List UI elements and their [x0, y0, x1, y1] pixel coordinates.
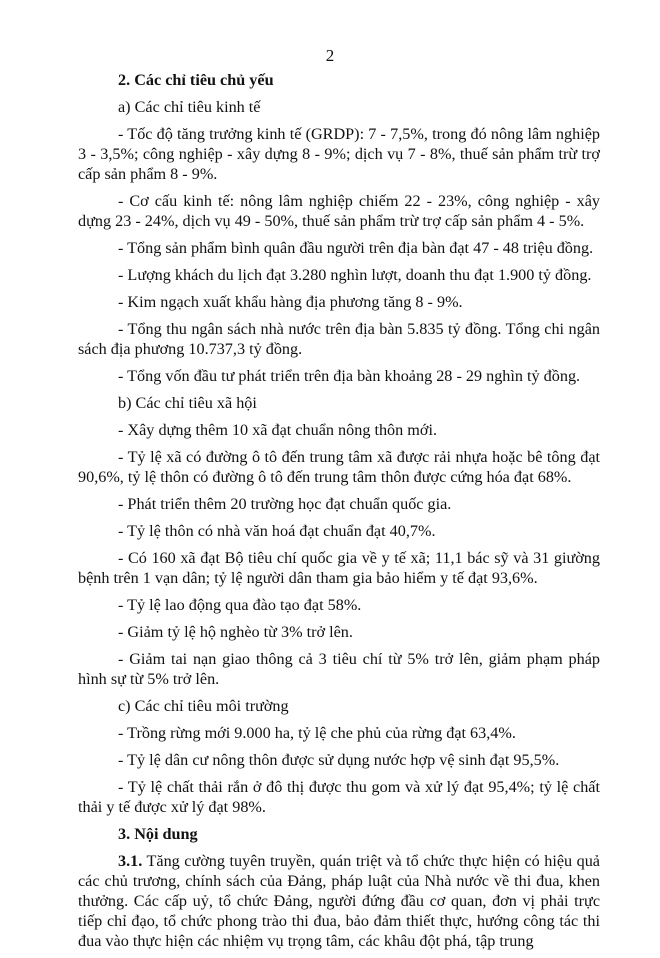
list-item: - Tỷ lệ dân cư nông thôn được sử dụng nước hợp vệ sinh đạt 95,5%.: [118, 751, 560, 769]
list-item: - Xây dựng thêm 10 xã đạt chuẩn nông thôn mới.: [118, 421, 437, 439]
list-item: - Tỷ lệ lao động qua đào tạo đạt 58%.: [118, 596, 362, 614]
list-item: - Phát triển thêm 20 trường học đạt chuẩn quốc gia.: [118, 495, 452, 513]
list-item: - Tỷ lệ xã có đường ô tô đến trung tâm xã được rải nhựa hoặc bê tông đạt 90,6%, tỷ lệ thôn có đường ô tô đến trung tâm thôn được cứng hóa đạt 68%.: [78, 448, 600, 486]
list-item: - Trồng rừng mới 9.000 ha, tỷ lệ che phủ của rừng đạt 63,4%.: [118, 724, 516, 742]
list-item: - Có 160 xã đạt Bộ tiêu chí quốc gia về y tế xã; 11,1 bác sỹ và 31 giường bệnh trên 1 vạn dân; tỷ lệ người dân tham gia bảo hiểm y tế đạt 93,6%.: [78, 549, 600, 587]
list-item: - Tỷ lệ thôn có nhà văn hoá đạt chuẩn đạt 40,7%.: [118, 522, 436, 540]
list-item: - Tổng vốn đầu tư phát triển trên địa bàn khoảng 28 - 29 nghìn tỷ đồng.: [118, 367, 581, 385]
list-item: - Lượng khách du lịch đạt 3.280 nghìn lượt, doanh thu đạt 1.900 tỷ đồng.: [118, 266, 592, 284]
list-item: - Giảm tỷ lệ hộ nghèo từ 3% trở lên.: [118, 623, 353, 641]
section-heading-content: 3. Nội dung: [118, 825, 198, 843]
list-item: - Tốc độ tăng trưởng kinh tế (GRDP): 7 - 7,5%, trong đó nông lâm nghiệp 3 - 3,5%; công nghiệp - xây dựng 8 - 9%; dịch vụ 7 - 8%, thuế sản phẩm trừ trợ cấp sản phẩm 8 - 9%.: [78, 125, 600, 183]
subsection-heading-economic: a) Các chỉ tiêu kinh tế: [118, 98, 261, 116]
section-heading: 2. Các chỉ tiêu chủ yếu: [118, 71, 274, 89]
list-item: - Cơ cấu kinh tế: nông lâm nghiệp chiếm 22 - 23%, công nghiệp - xây dựng 23 - 24%, dịch vụ 49 - 50%, thuế sản phẩm trừ trợ cấp sản phẩm 4 - 5%.: [78, 192, 600, 230]
paragraph-3-1: [78, 851, 600, 951]
list-item: - Giảm tai nạn giao thông cả 3 tiêu chí từ 5% trở lên, giảm phạm pháp hình sự từ 5% trở lên.: [78, 650, 600, 688]
document-body: [78, 70, 600, 958]
page-number: 2: [325, 46, 335, 65]
subsection-heading-environment: c) Các chỉ tiêu môi trường: [118, 697, 289, 715]
paragraph-number: 3.1.: [118, 852, 143, 870]
list-item: - Kim ngạch xuất khẩu hàng địa phương tăng 8 - 9%.: [118, 293, 463, 311]
subsection-heading-social: b) Các chỉ tiêu xã hội: [118, 394, 257, 412]
paragraph-text: Tăng cường tuyên truyền, quán triệt và tổ chức thực hiện có hiệu quả các chủ trương, chính sách của Đảng, pháp luật của Nhà nước về thi đua, khen thưởng. Các cấp uỷ, tổ chức Đảng, người đứng đầu cơ quan, đơn vị phải trực tiếp chỉ đạo, tổ chức phong trào thi đua, bảo đảm thiết thực, hướng công tác thi đua vào thực hiện các nhiệm vụ trọng tâm, các khâu đột phá, tập trung: [78, 852, 600, 950]
list-item: - Tỷ lệ chất thải rắn ở đô thị được thu gom và xử lý đạt 95,4%; tỷ lệ chất thải y tế được xử lý đạt 98%.: [78, 778, 600, 816]
list-item: - Tổng thu ngân sách nhà nước trên địa bàn 5.835 tỷ đồng. Tổng chi ngân sách địa phương 10.737,3 tỷ đồng.: [78, 320, 600, 358]
list-item: - Tổng sản phẩm bình quân đầu người trên địa bàn đạt 47 - 48 triệu đồng.: [118, 239, 594, 257]
